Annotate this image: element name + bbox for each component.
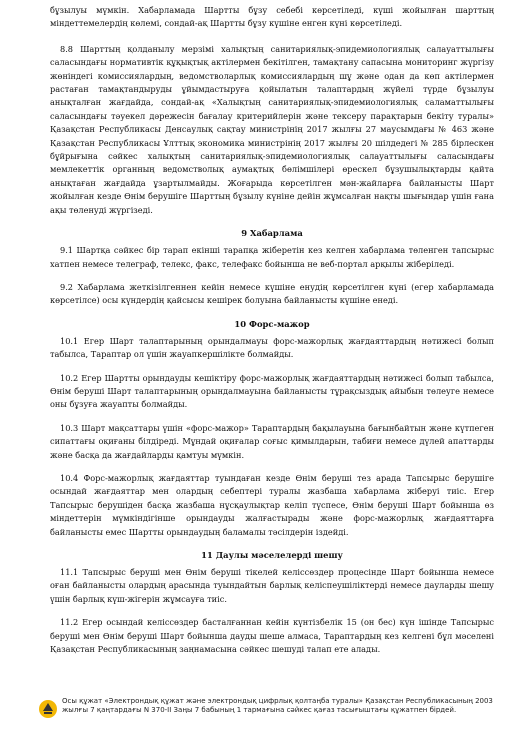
paragraph-11-2: 11.2 Егер осындай келіссөздер басталғаннан кейін күнтізбелік 15 (он бес) күн ішінде Тапсырыс беруші мен Өнім беруші Шарт бойынша дауды шеше алмаса, Тараптардың кез келгені бұл мәселені Қазақстан Республикасының заңнамасына сәйкес шешуді талап ете алады. <box>50 617 494 655</box>
paragraph-9-1: 9.1 Шартқа сәйкес бір тарап екінші тарапқа жіберетін кез келген хабарлама төленген тапсырыс хатпен немесе телеграф, телекс, факс, телефакс бойынша не веб-портал арқылы жіберіледі. <box>50 245 494 269</box>
section-heading-11: 11 Даулы мәселелерді шешу <box>201 550 343 560</box>
footer-legal-text: Осы құжат «Электрондық құжат және электрондық цифрлық қолтаңба туралы» Қазақстан Республикасының 2003 жылғы 7 қаңтардағы N 370-II Заңы 7 бабының 1 тармағына сәйкес қағаз тасығыштағы құжатпен бірдей. <box>62 697 493 714</box>
paragraph-11-1: 11.1 Тапсырыс беруші мен Өнім беруші тікелей келіссөздер процесінде Шарт бойынша немесе оған байланысты олардың арасында туындайтын барлық келіспеушіліктерді немесе дауларды шешу үшін барлық күш-жігерін жұмсауға тиіс. <box>50 567 494 604</box>
paragraph-10-1: 10.1 Егер Шарт талаптарының орындалмауы форс-мажорлық жағдаяттардың нәтижесі болып табылса, Тараптар ол үшін жауапкершілікте болмайды. <box>50 335 494 360</box>
paragraph-10-3: 10.3 Шарт мақсаттары үшін «форс-мажор» Тараптардың бақылауына бағынбайтын және күтпеген сипаттағы оқиғаны білдіреді. Мұндай оқиғалар соғыс қимылдарын, табиғи немесе дүлей апаттарды және басқа да жағдайларды қамтуы мүмкін. <box>50 422 494 460</box>
paragraph-9-2: 9.2 Хабарлама жеткізілгеннен кейін немесе күшіне енудің көрсетілген күні (егер хабарламада көрсетілсе) осы күндердің қайсысы кешірек болуына байланысты күшіне енеді. <box>50 281 494 306</box>
section-heading-10: 10 Форс-мажор <box>234 318 310 329</box>
paragraph-10-4: 10.4 Форс-мажорлық жағдаяттар туындаған кезде Өнім беруші тез арада Тапсырыс берушіге осындай жағдаяттар мен олардың себептері туралы жазбаша хабарлама жіберуі тиіс. Егер Тапсырыс берушіден басқа жазбаша нұсқаулықтар келіп түспесе, Өнім беруші Шарт бойынша өз міндеттерін мүмкіндігінше орындауды жалғастырады және форс-мажорлық жағдаяттарға байланысты емес Шартты орындаудың баламалы тәсілдерін іздейді. <box>50 472 494 537</box>
e-gov-logo-icon <box>38 699 58 719</box>
section-heading-9: 9 Хабарлама <box>241 228 303 239</box>
document-body <box>50 4 494 666</box>
paragraph-8-8: 8.8 Шарттың қолданылу мерзімі халықтың санитариялық-эпидемиологиялық салауаттылығы саласындағы нормативтік құқықтық актілермен бекітілген, тамақтану сапасына мониторинг жүргізу жөніндегі комиссиялардың, ведомстволарлық комиссиялардың шұ және одан да көп актілермен растаған тамақтандыруды ұйымдастыруға қойылатын талаптардың жүйелі түрде бұзылуы анықталған жағдайда, сондай-ақ «Халықтың санитариялық-эпидемиологиялық саламаттылығы саласындағы тәуекел дәрежесін бағалау критерийлерін және тексеру парақтарын бекіту туралы» Қазақстан Республикасы Денсаулық сақтау министрінің 2017 жылғы 27 маусымдағы № 463 және Қазақстан Республикасы Ұлттық экономика министрінің 2017 жылғы 20 шілдедегі № 285 бірлескен бұйрығына сәйкес халықтың санитариялық-эпидемиологиялық салауаттылығы саласындағы мемлекеттік органның ведомстволық аумақтық бөлімшілері өрескел бұзушылықтарды қайта анықтаған жағдайда ұзартылмайды. Жоғарыда көрсетілген мән-жайларға байланысты Шарт жойылған кезде Өнім берушіге Шарттың бұзылу күніне дейін жұмсалған нақты шығындар үшін ғана ақы төленуді жүргізеді. <box>50 43 494 215</box>
paragraph-10-2: 10.2 Егер Шартты орындауды кешіктіру форс-мажорлық жағдаяттардың нәтижесі болып табылса, Өнім беруші Шарт талаптарының орындалмауына байланысты тұрақсыздық айыбын төлеуге немесе оны бұзуға жауапты болмайды. <box>50 372 494 410</box>
paragraph-intro: бұзылуы мүмкін. Хабарламада Шартты бұзу себебі көрсетіледі, күші жойылған шарттың міндеттемелердің көлемі, сондай-ақ Шартты бұзу күшіне енген күні көрсетіледі. <box>50 5 494 29</box>
document-footer <box>38 697 508 715</box>
